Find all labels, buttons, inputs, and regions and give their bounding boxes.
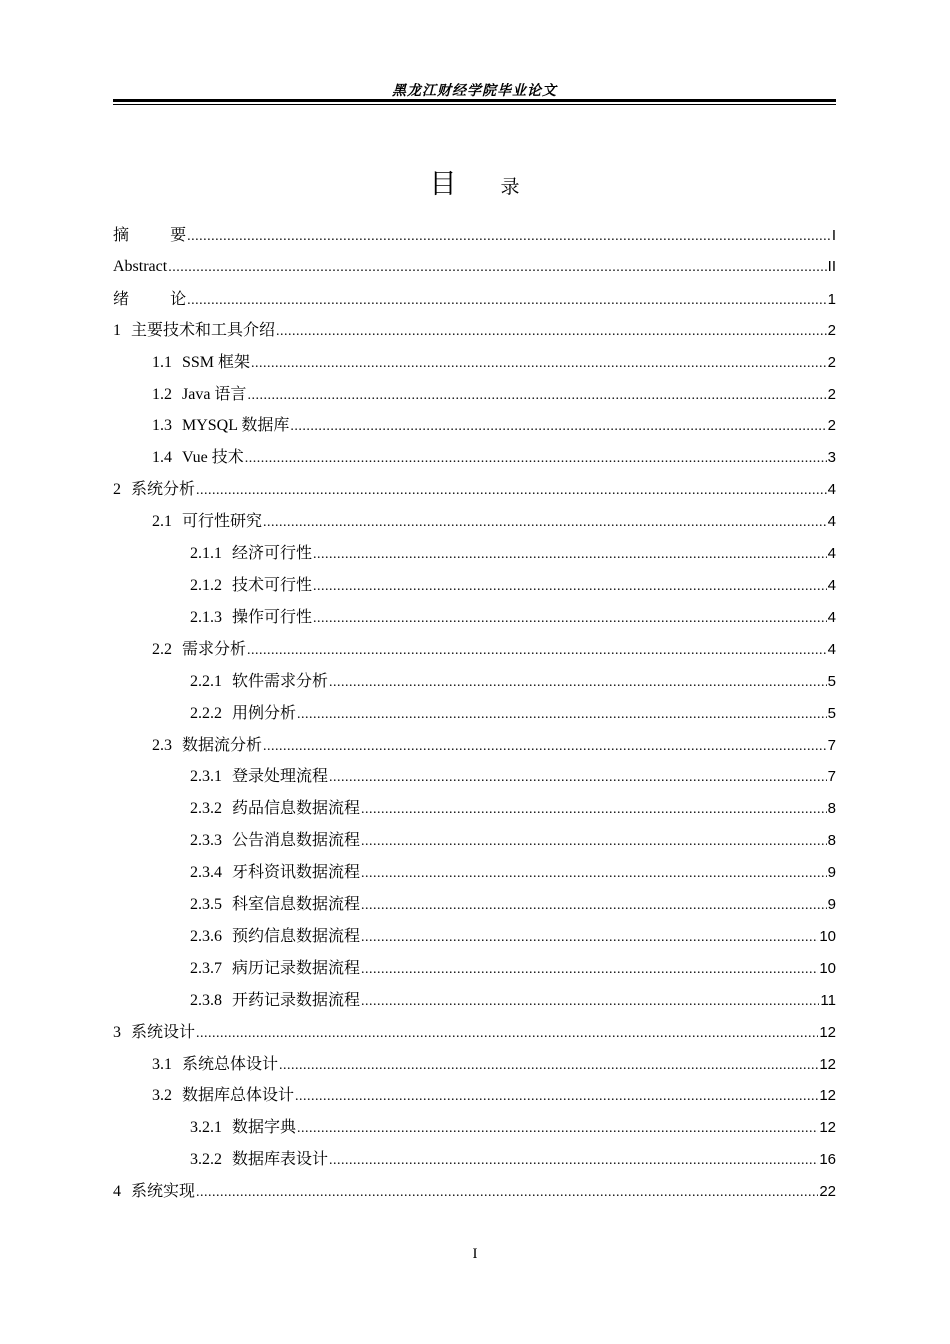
toc-entry-text: Abstract xyxy=(113,257,168,275)
toc-entry-number: 2.3.8 xyxy=(190,991,222,1009)
toc-entry-page: 2 xyxy=(827,385,836,403)
toc-leader-dots xyxy=(263,731,827,763)
toc-entry-text: 系统总体设计 xyxy=(182,1055,279,1073)
toc-entry-number: 1.4 xyxy=(152,449,172,467)
toc-entry-page: 12 xyxy=(819,1087,836,1105)
toc-entry-label xyxy=(113,315,275,347)
toc-leader-dots xyxy=(276,316,827,348)
toc-entry[interactable] xyxy=(113,761,836,793)
toc-entry-number: 2.3.4 xyxy=(190,864,222,882)
toc-entry-text: 数据库表设计 xyxy=(232,1151,329,1169)
toc-entry-label xyxy=(113,474,195,506)
toc-leader-dots xyxy=(361,858,827,890)
toc-leader-dots xyxy=(361,890,827,922)
toc-entry-text: 登录处理流程 xyxy=(232,768,329,786)
toc-entry[interactable] xyxy=(113,379,836,411)
toc-entry-page: 4 xyxy=(827,608,836,626)
toc-entry[interactable] xyxy=(113,857,836,889)
toc-entry-label xyxy=(152,730,262,762)
toc-entry-text: MYSQL 数据库 xyxy=(182,417,290,435)
toc-leader-dots xyxy=(251,348,827,380)
toc-entry-text: 牙科资讯数据流程 xyxy=(232,864,361,882)
toc-entry-label xyxy=(190,1112,296,1144)
toc-entry-text: 绪 论 xyxy=(113,288,187,308)
toc-entry-text: 数据字典 xyxy=(232,1119,297,1137)
toc-entry-text: 病历记录数据流程 xyxy=(232,959,361,977)
toc-entry-number: 2.3.1 xyxy=(190,768,222,786)
toc-entry[interactable] xyxy=(113,506,836,538)
toc-entry-label xyxy=(113,219,186,252)
toc-entry-number: 2.2 xyxy=(152,640,172,658)
toc-entry-number: 4 xyxy=(113,1183,121,1201)
toc-entry-page: 12 xyxy=(819,1119,836,1137)
toc-entry-number: 1.2 xyxy=(152,385,172,403)
toc-entry-label xyxy=(152,1080,294,1112)
toc-entry-number: 2.3.2 xyxy=(190,800,222,818)
toc-entry[interactable] xyxy=(113,730,836,762)
toc-entry-text: 软件需求分析 xyxy=(232,672,329,690)
toc-title xyxy=(113,162,836,201)
toc-entry[interactable] xyxy=(113,315,836,347)
toc-entry-number: 2.3.7 xyxy=(190,959,222,977)
toc-leader-dots xyxy=(313,603,827,635)
toc-leader-dots xyxy=(361,986,819,1018)
toc-entry-page: 2 xyxy=(827,417,836,435)
toc-entry-page: 3 xyxy=(827,449,836,467)
toc-entry-page: 5 xyxy=(827,672,836,690)
toc-leader-dots xyxy=(187,221,831,253)
toc-entry[interactable] xyxy=(113,251,836,283)
toc-entry-number: 2.3 xyxy=(152,736,172,754)
toc-entry-number: 1.1 xyxy=(152,353,172,371)
toc-entry-text: 用例分析 xyxy=(232,704,297,722)
toc-entry-text: 系统实现 xyxy=(131,1183,196,1201)
toc-entry-text: Vue 技术 xyxy=(182,449,244,467)
toc-entry-page: 16 xyxy=(819,1151,836,1169)
toc-entry[interactable] xyxy=(113,1112,836,1144)
toc-entry-label xyxy=(190,889,360,921)
toc-entry[interactable] xyxy=(113,570,836,602)
toc-entry[interactable] xyxy=(113,889,836,921)
toc-entry-number: 1 xyxy=(113,321,121,339)
toc-entry-text: Java 语言 xyxy=(182,385,247,403)
toc-entry[interactable] xyxy=(113,474,836,506)
toc-entry-label xyxy=(152,634,246,666)
toc-entry-page: 2 xyxy=(827,321,836,339)
toc-entry-page: 12 xyxy=(819,1023,836,1041)
toc-entry-text: 需求分析 xyxy=(182,640,247,658)
toc-entry-page: 4 xyxy=(827,481,836,499)
toc-entry-number: 2 xyxy=(113,481,121,499)
toc-entry[interactable] xyxy=(113,825,836,857)
header-rule-thick xyxy=(113,99,836,102)
toc-entry-text: 系统分析 xyxy=(131,481,196,499)
toc-leader-dots xyxy=(247,635,827,667)
toc-entry-number: 2.1.2 xyxy=(190,576,222,594)
toc-entry[interactable] xyxy=(113,666,836,698)
toc-entry[interactable] xyxy=(113,538,836,570)
toc-entry-number: 2.3.5 xyxy=(190,896,222,914)
toc-entry[interactable] xyxy=(113,1049,836,1081)
toc-entry-page: 22 xyxy=(819,1183,836,1201)
toc-entry-page: 1 xyxy=(827,290,836,308)
toc-entry-text: 操作可行性 xyxy=(232,608,313,626)
toc-leader-dots xyxy=(361,922,818,954)
toc-entry[interactable] xyxy=(113,1144,836,1176)
toc-entry-label xyxy=(190,602,312,634)
toc-entry-label xyxy=(190,698,296,730)
toc-leader-dots xyxy=(196,1018,818,1050)
toc-entry[interactable] xyxy=(113,1176,836,1208)
toc-entry-number: 2.1.3 xyxy=(190,608,222,626)
toc-entry-text: SSM 框架 xyxy=(182,353,251,371)
toc-leader-dots xyxy=(329,1145,818,1177)
toc-entry-page: 2 xyxy=(827,353,836,371)
toc-entry[interactable] xyxy=(113,698,836,730)
toc-leader-dots xyxy=(187,285,827,317)
table-of-contents xyxy=(113,219,836,1208)
toc-entry-text: 数据库总体设计 xyxy=(182,1087,295,1105)
toc-entry-number: 2.1 xyxy=(152,513,172,531)
toc-entry[interactable] xyxy=(113,793,836,825)
toc-entry[interactable] xyxy=(113,1017,836,1049)
toc-entry-number: 2.2.1 xyxy=(190,672,222,690)
toc-leader-dots xyxy=(263,507,827,539)
toc-entry-text: 预约信息数据流程 xyxy=(232,927,361,945)
toc-entry-label xyxy=(152,410,289,442)
toc-entry-page: 9 xyxy=(827,864,836,882)
toc-entry-number: 2.1.1 xyxy=(190,545,222,563)
toc-entry-label xyxy=(190,666,328,698)
toc-entry-number: 2.3.6 xyxy=(190,927,222,945)
toc-entry-page: 8 xyxy=(827,832,836,850)
toc-entry-number: 3.1 xyxy=(152,1055,172,1073)
toc-entry-label xyxy=(113,283,186,316)
toc-entry-label xyxy=(190,761,328,793)
toc-entry-label xyxy=(190,857,360,889)
toc-entry-label xyxy=(152,442,244,474)
toc-entry-label xyxy=(190,825,360,857)
toc-leader-dots xyxy=(295,1081,818,1113)
toc-entry-page: 5 xyxy=(827,704,836,722)
toc-entry-label xyxy=(190,538,312,570)
toc-entry-label xyxy=(152,347,250,379)
toc-entry-number: 3.2.2 xyxy=(190,1151,222,1169)
toc-entry-page: 8 xyxy=(827,800,836,818)
toc-leader-dots xyxy=(329,667,827,699)
toc-entry-label xyxy=(190,921,360,953)
toc-entry-text: 摘 要 xyxy=(113,225,187,244)
toc-entry-page: 4 xyxy=(827,513,836,531)
toc-entry-page: 11 xyxy=(820,991,836,1009)
toc-entry[interactable] xyxy=(113,410,836,442)
toc-entry-page: 12 xyxy=(819,1055,836,1073)
toc-entry-page: I xyxy=(831,227,836,244)
toc-leader-dots xyxy=(361,954,818,986)
toc-entry-text: 药品信息数据流程 xyxy=(232,800,361,818)
toc-entry[interactable] xyxy=(113,442,836,474)
toc-entry-page: 10 xyxy=(819,927,836,945)
toc-leader-dots xyxy=(196,475,827,507)
toc-entry[interactable] xyxy=(113,602,836,634)
toc-leader-dots xyxy=(361,794,827,826)
toc-title-char-1: 目 xyxy=(429,169,457,200)
toc-leader-dots xyxy=(329,762,827,794)
running-header: 黑龙江财经学院毕业论文 xyxy=(392,83,557,99)
toc-entry-number: 1.3 xyxy=(152,417,172,435)
toc-entry-text: 科室信息数据流程 xyxy=(232,896,361,914)
toc-leader-dots xyxy=(297,1113,818,1145)
toc-entry-text: 经济可行性 xyxy=(232,545,313,563)
toc-entry[interactable] xyxy=(113,347,836,379)
toc-entry[interactable] xyxy=(113,219,836,251)
toc-entry-text: 主要技术和工具介绍 xyxy=(131,321,276,339)
toc-entry[interactable] xyxy=(113,283,836,315)
toc-entry-text: 开药记录数据流程 xyxy=(232,991,361,1009)
toc-entry-page: 10 xyxy=(819,959,836,977)
toc-entry-page: 9 xyxy=(827,896,836,914)
page-number: I xyxy=(472,1246,478,1262)
toc-leader-dots xyxy=(279,1050,818,1082)
toc-entry-label xyxy=(152,379,246,411)
toc-entry-label xyxy=(152,1049,278,1081)
toc-entry-label xyxy=(190,793,360,825)
header-rule-thin xyxy=(113,104,836,105)
toc-entry[interactable] xyxy=(113,985,836,1017)
toc-leader-dots xyxy=(168,252,826,284)
toc-entry-label xyxy=(190,953,360,985)
toc-entry[interactable] xyxy=(113,634,836,666)
toc-entry-text: 技术可行性 xyxy=(232,576,313,594)
toc-entry-label xyxy=(113,1176,195,1208)
toc-leader-dots xyxy=(247,380,826,412)
toc-leader-dots xyxy=(196,1177,818,1209)
toc-entry-page: II xyxy=(827,257,836,275)
toc-entry-page: 4 xyxy=(827,640,836,658)
toc-entry-number: 2.2.2 xyxy=(190,704,222,722)
toc-entry-number: 2.3.3 xyxy=(190,832,222,850)
toc-entry-label xyxy=(190,985,360,1017)
toc-leader-dots xyxy=(245,443,827,475)
toc-title-char-2: 录 xyxy=(500,176,520,198)
toc-entry-page: 7 xyxy=(827,768,836,786)
toc-entry-label xyxy=(113,251,167,283)
toc-entry[interactable] xyxy=(113,1080,836,1112)
toc-entry-number: 3.2.1 xyxy=(190,1119,222,1137)
toc-entry-page: 4 xyxy=(827,545,836,563)
toc-leader-dots xyxy=(313,539,827,571)
toc-entry-label xyxy=(190,1144,328,1176)
toc-entry-label xyxy=(152,506,262,538)
toc-leader-dots xyxy=(361,826,827,858)
toc-entry-page: 4 xyxy=(827,576,836,594)
toc-entry-label xyxy=(190,570,312,602)
toc-entry-number: 3.2 xyxy=(152,1087,172,1105)
toc-entry[interactable] xyxy=(113,953,836,985)
toc-entry-number: 3 xyxy=(113,1023,121,1041)
toc-entry-label xyxy=(113,1017,195,1049)
toc-entry-text: 公告消息数据流程 xyxy=(232,832,361,850)
toc-entry-text: 系统设计 xyxy=(131,1023,196,1041)
toc-leader-dots xyxy=(297,699,827,731)
toc-leader-dots xyxy=(313,571,827,603)
toc-entry-text: 数据流分析 xyxy=(182,736,263,754)
toc-entry-text: 可行性研究 xyxy=(182,513,263,531)
toc-entry-page: 7 xyxy=(827,736,836,754)
toc-entry[interactable] xyxy=(113,921,836,953)
toc-leader-dots xyxy=(290,411,826,443)
